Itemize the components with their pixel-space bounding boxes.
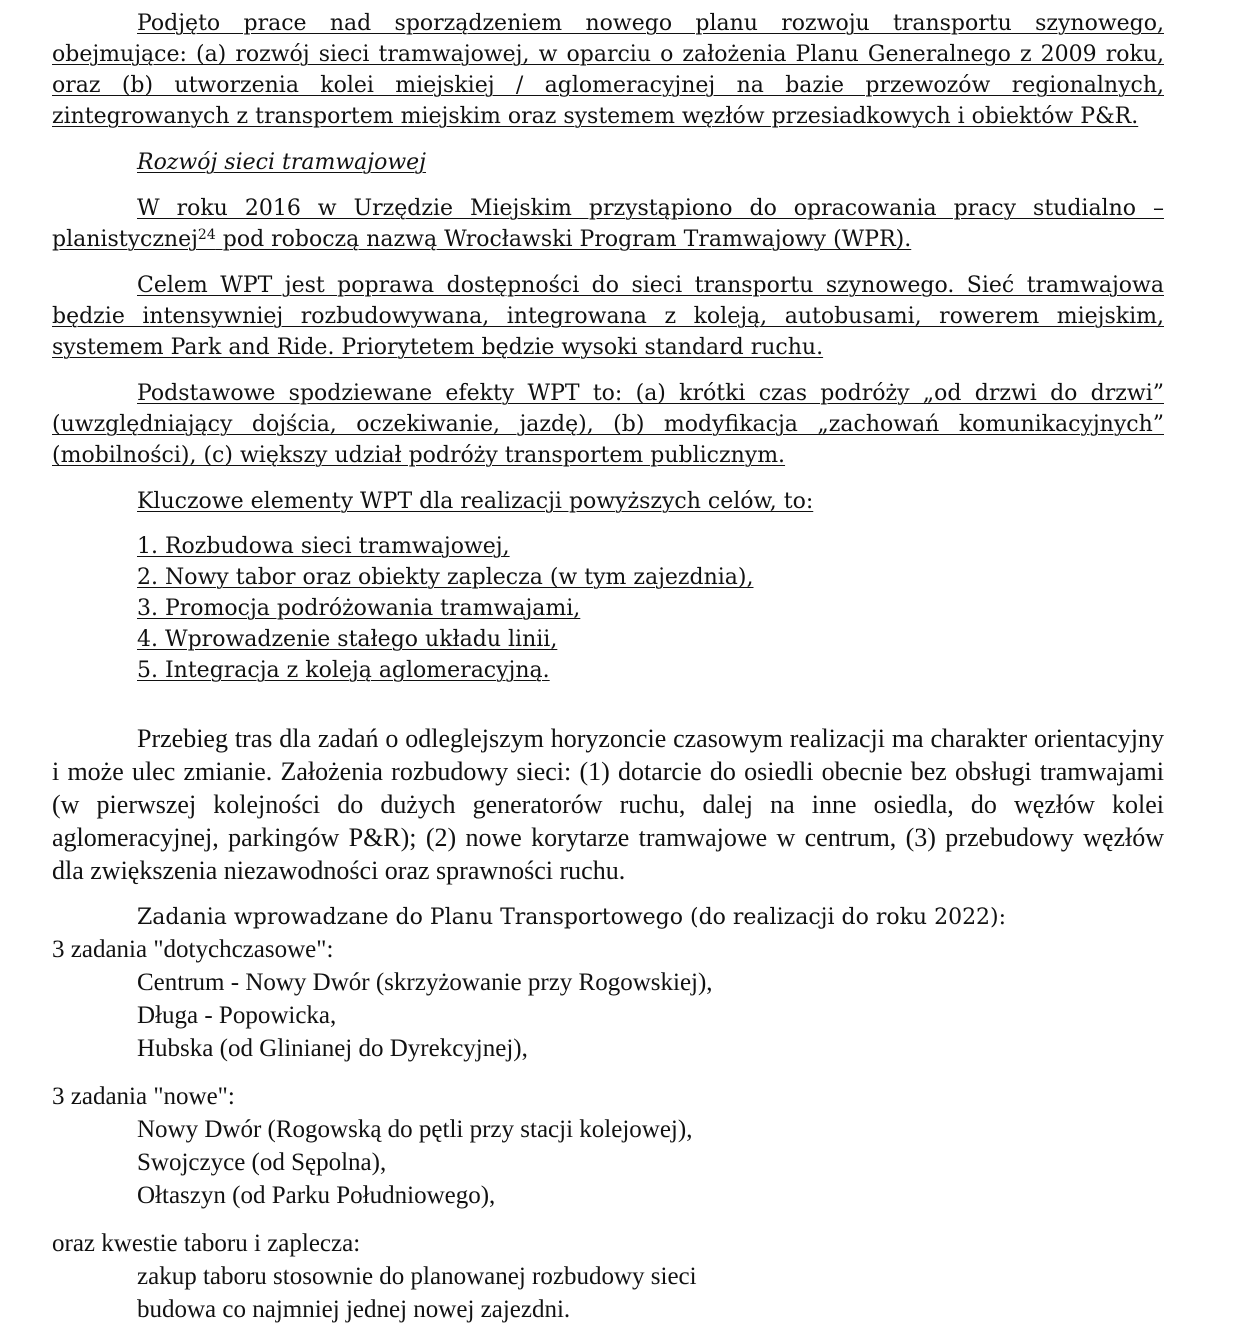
task-list bbox=[137, 1113, 1164, 1212]
task-group-title: 3 zadania "dotychczasowe": bbox=[52, 936, 334, 963]
document-page bbox=[52, 8, 1164, 1326]
list-item: Ołtaszyn (od Parku Południowego), bbox=[137, 1182, 496, 1209]
task-group-dotychczasowe bbox=[52, 933, 1164, 1065]
key-elements-list bbox=[137, 531, 1164, 686]
paragraph-wpr bbox=[52, 193, 1164, 255]
task-group-title: oraz kwestie taboru i zaplecza: bbox=[52, 1230, 361, 1257]
list-item: Hubska (od Glinianej do Dyrekcyjnej), bbox=[137, 1035, 528, 1062]
paragraph-intro: Podjęto prace nad sporządzeniem nowego planu rozwoju transportu szynowego, obejmujące: (a) rozwój sieci tramwajowej, w oparciu o założenia Planu Generalnego z 2009 roku, oraz (b) utworzenia kolei miejskiej / aglomeracyjnej na bazie przewozów regionalnych, zintegrowanych z transportem miejskim oraz systemem węzłów przesiadkowych i obiektów P&R. bbox=[52, 11, 1164, 129]
list-item: 4. Wprowadzenie stałego układu linii, bbox=[137, 627, 558, 652]
paragraph-wpr-text-end: pod roboczą nazwą Wrocławski Program Tramwajowy (WPR). bbox=[215, 227, 912, 252]
paragraph-zadania-intro: Zadania wprowadzane do Planu Transportowego (do realizacji do roku 2022): bbox=[137, 905, 1007, 930]
task-group-title: 3 zadania "nowe": bbox=[52, 1083, 235, 1110]
list-item: Nowy Dwór (Rogowską do pętli przy stacji kolejowej), bbox=[137, 1116, 693, 1143]
task-group-tabor bbox=[52, 1227, 1164, 1326]
task-list bbox=[137, 1260, 1164, 1326]
list-item: 5. Integracja z koleją aglomeracyjną. bbox=[137, 658, 550, 683]
section-heading: Rozwój sieci tramwajowej bbox=[137, 150, 427, 175]
list-item: zakup taboru stosownie do planowanej rozbudowy sieci bbox=[137, 1263, 697, 1290]
paragraph-wpr-text: W roku 2016 w Urzędzie Miejskim przystąpiono do opracowania pracy studialno – planistycznej bbox=[52, 196, 1164, 252]
task-group-nowe bbox=[52, 1080, 1164, 1212]
list-item: Długa - Popowicka, bbox=[137, 1002, 337, 1029]
list-item: 3. Promocja podróżowania tramwajami, bbox=[137, 596, 581, 621]
task-list bbox=[137, 966, 1164, 1065]
paragraph-efekty: Podstawowe spodziewane efekty WPT to: (a) krótki czas podróży „od drzwi do drzwi” (uwzględniający dojścia, oczekiwanie, jazdę), (b) modyfikacja „zachowań komunikacyjnych” (mobilności), (c) większy udział podróży transportem publicznym. bbox=[52, 381, 1164, 468]
list-item: Swojczyce (od Sępolna), bbox=[137, 1149, 387, 1176]
list-item: budowa co najmniej jednej nowej zajezdni. bbox=[137, 1296, 571, 1323]
footnote-reference: 24 bbox=[197, 227, 216, 243]
paragraph-cel: Celem WPT jest poprawa dostępności do sieci transportu szynowego. Sieć tramwajowa będzie intensywniej rozbudowywana, integrowana z koleją, autobusami, rowerem miejskim, systemem Park and Ride. Priorytetem będzie wysoki standard ruchu. bbox=[52, 273, 1164, 360]
list-item: 2. Nowy tabor oraz obiekty zaplecza (w tym zajezdnia), bbox=[137, 565, 754, 590]
paragraph-przebieg: Przebieg tras dla zadań o odleglejszym horyzoncie czasowym realizacji ma charakter orientacyjny i może ulec zmianie. Założenia rozbudowy sieci: (1) dotarcie do osiedli obecnie bez obsługi tramwajami (w pierwszej kolejności do dużych generatorów ruchu, dalej na inne osiedla, do węzłów kolei aglomeracyjnej, parkingów P&R); (2) nowe korytarze tramwajowe w centrum, (3) przebudowy węzłów dla zwiększenia niezawodności oraz sprawności ruchu. bbox=[52, 724, 1164, 885]
key-elements-intro: Kluczowe elementy WPT dla realizacji powyższych celów, to: bbox=[137, 489, 814, 514]
list-item: 1. Rozbudowa sieci tramwajowej, bbox=[137, 534, 510, 559]
list-item: Centrum - Nowy Dwór (skrzyżowanie przy Rogowskiej), bbox=[137, 969, 713, 996]
